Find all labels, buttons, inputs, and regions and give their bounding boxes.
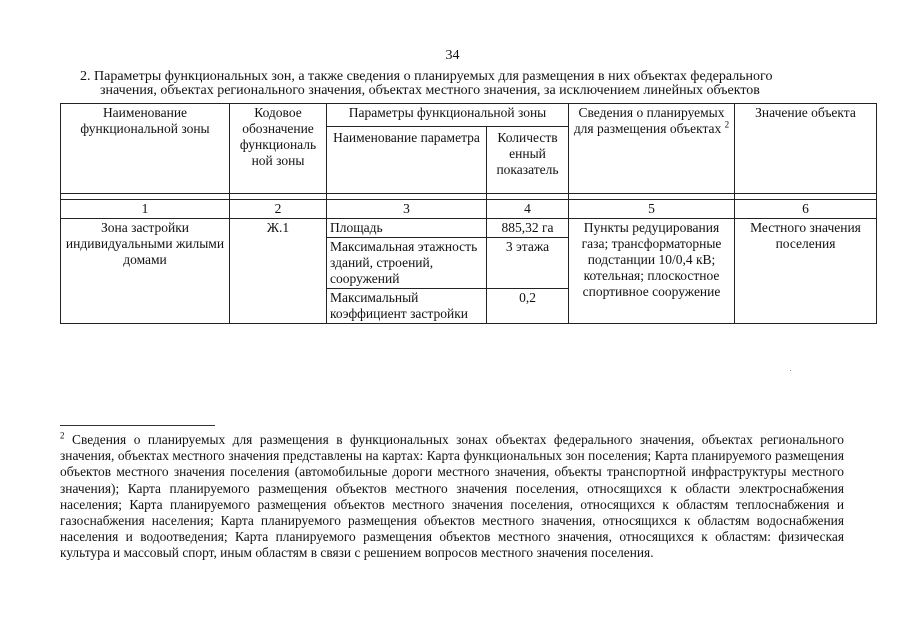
param-value-cell: 885,32 га [487, 219, 569, 238]
header-planned-objects [569, 104, 735, 194]
footnote-divider [60, 425, 215, 426]
column-number-row [61, 200, 877, 219]
table-row [61, 219, 877, 238]
heading-line-1: 2. Параметры функциональных зон, а также сведения о планируемых для размещения в них объектах федерального [80, 69, 773, 84]
column-number: 1 [61, 200, 230, 219]
column-number: 6 [735, 200, 877, 219]
page-number: 34 [445, 48, 460, 63]
column-number: 4 [487, 200, 569, 219]
param-name-cell: Максимальная этажность зданий, строений, сооружений [327, 238, 487, 289]
zone-code-cell: Ж.1 [230, 219, 327, 324]
param-name-cell: Максимальный коэффициент застройки [327, 289, 487, 324]
header-param-name: Наименование параметра [327, 127, 487, 194]
section-heading [80, 70, 840, 98]
footnote [60, 432, 844, 562]
param-value-cell: 0,2 [487, 289, 569, 324]
header-object-significance: Значение объекта [735, 104, 877, 194]
footnote-marker: 2 [60, 430, 65, 441]
param-value-cell: 3 этажа [487, 238, 569, 289]
heading-line-2: значения, объектах регионального значения, объектах местного значения, за исключением линейных объектов [100, 83, 760, 98]
header-row-1 [61, 104, 877, 127]
column-number: 2 [230, 200, 327, 219]
planned-objects-cell: Пункты редуцирования газа; трансформаторные подстанции 10/0,4 кВ; котельная; плоскостное спортивное сооружение [569, 219, 735, 324]
header-zone-name: Наименование функциональной зоны [61, 104, 230, 194]
footnote-text: Сведения о планируемых для размещения в функциональных зонах объектах федерального значения, объектах регионального значения, объектах местного значения представлены на картах: Карта функциональных зон поселения; Карта планируемого размещения объектов местного значения поселения (автомобильные дороги местного значения, объекты транспортной инфраструктуры местного значения); Карта планируемого размещения объектов местного значения поселения, относящихся к области электроснабжения населения; Карта планируемого размещения объектов местного значения поселения, относящихся к областям теплоснабжения и газоснабжения населения; Карта планируемого размещения объектов местного значения, относящихся к областям водоснабжения населения и водоотведения; Карта планируемого размещения объектов местного значения, относящихся к областям: физическая культура и массовый спорт, иным областям в связи с решением вопросов местного значения поселения. [60, 432, 844, 561]
param-name-cell: Площадь [327, 219, 487, 238]
significance-cell: Местного значения поселения [735, 219, 877, 324]
column-number: 5 [569, 200, 735, 219]
header-zone-code: Кодовое обозначение функциональ ной зоны [230, 104, 327, 194]
zone-name-cell: Зона застройки индивидуальными жилыми домами [61, 219, 230, 324]
header-params-group: Параметры функциональной зоны [327, 104, 569, 127]
zone-parameters-table [60, 103, 877, 324]
header-planned-objects-label: Сведения о планируемых для размещения объектах [573, 105, 725, 136]
footnote-ref: 2 [724, 119, 730, 130]
column-number: 3 [327, 200, 487, 219]
header-param-value: Количеств енный показатель [487, 127, 569, 194]
scan-speck [790, 370, 791, 371]
